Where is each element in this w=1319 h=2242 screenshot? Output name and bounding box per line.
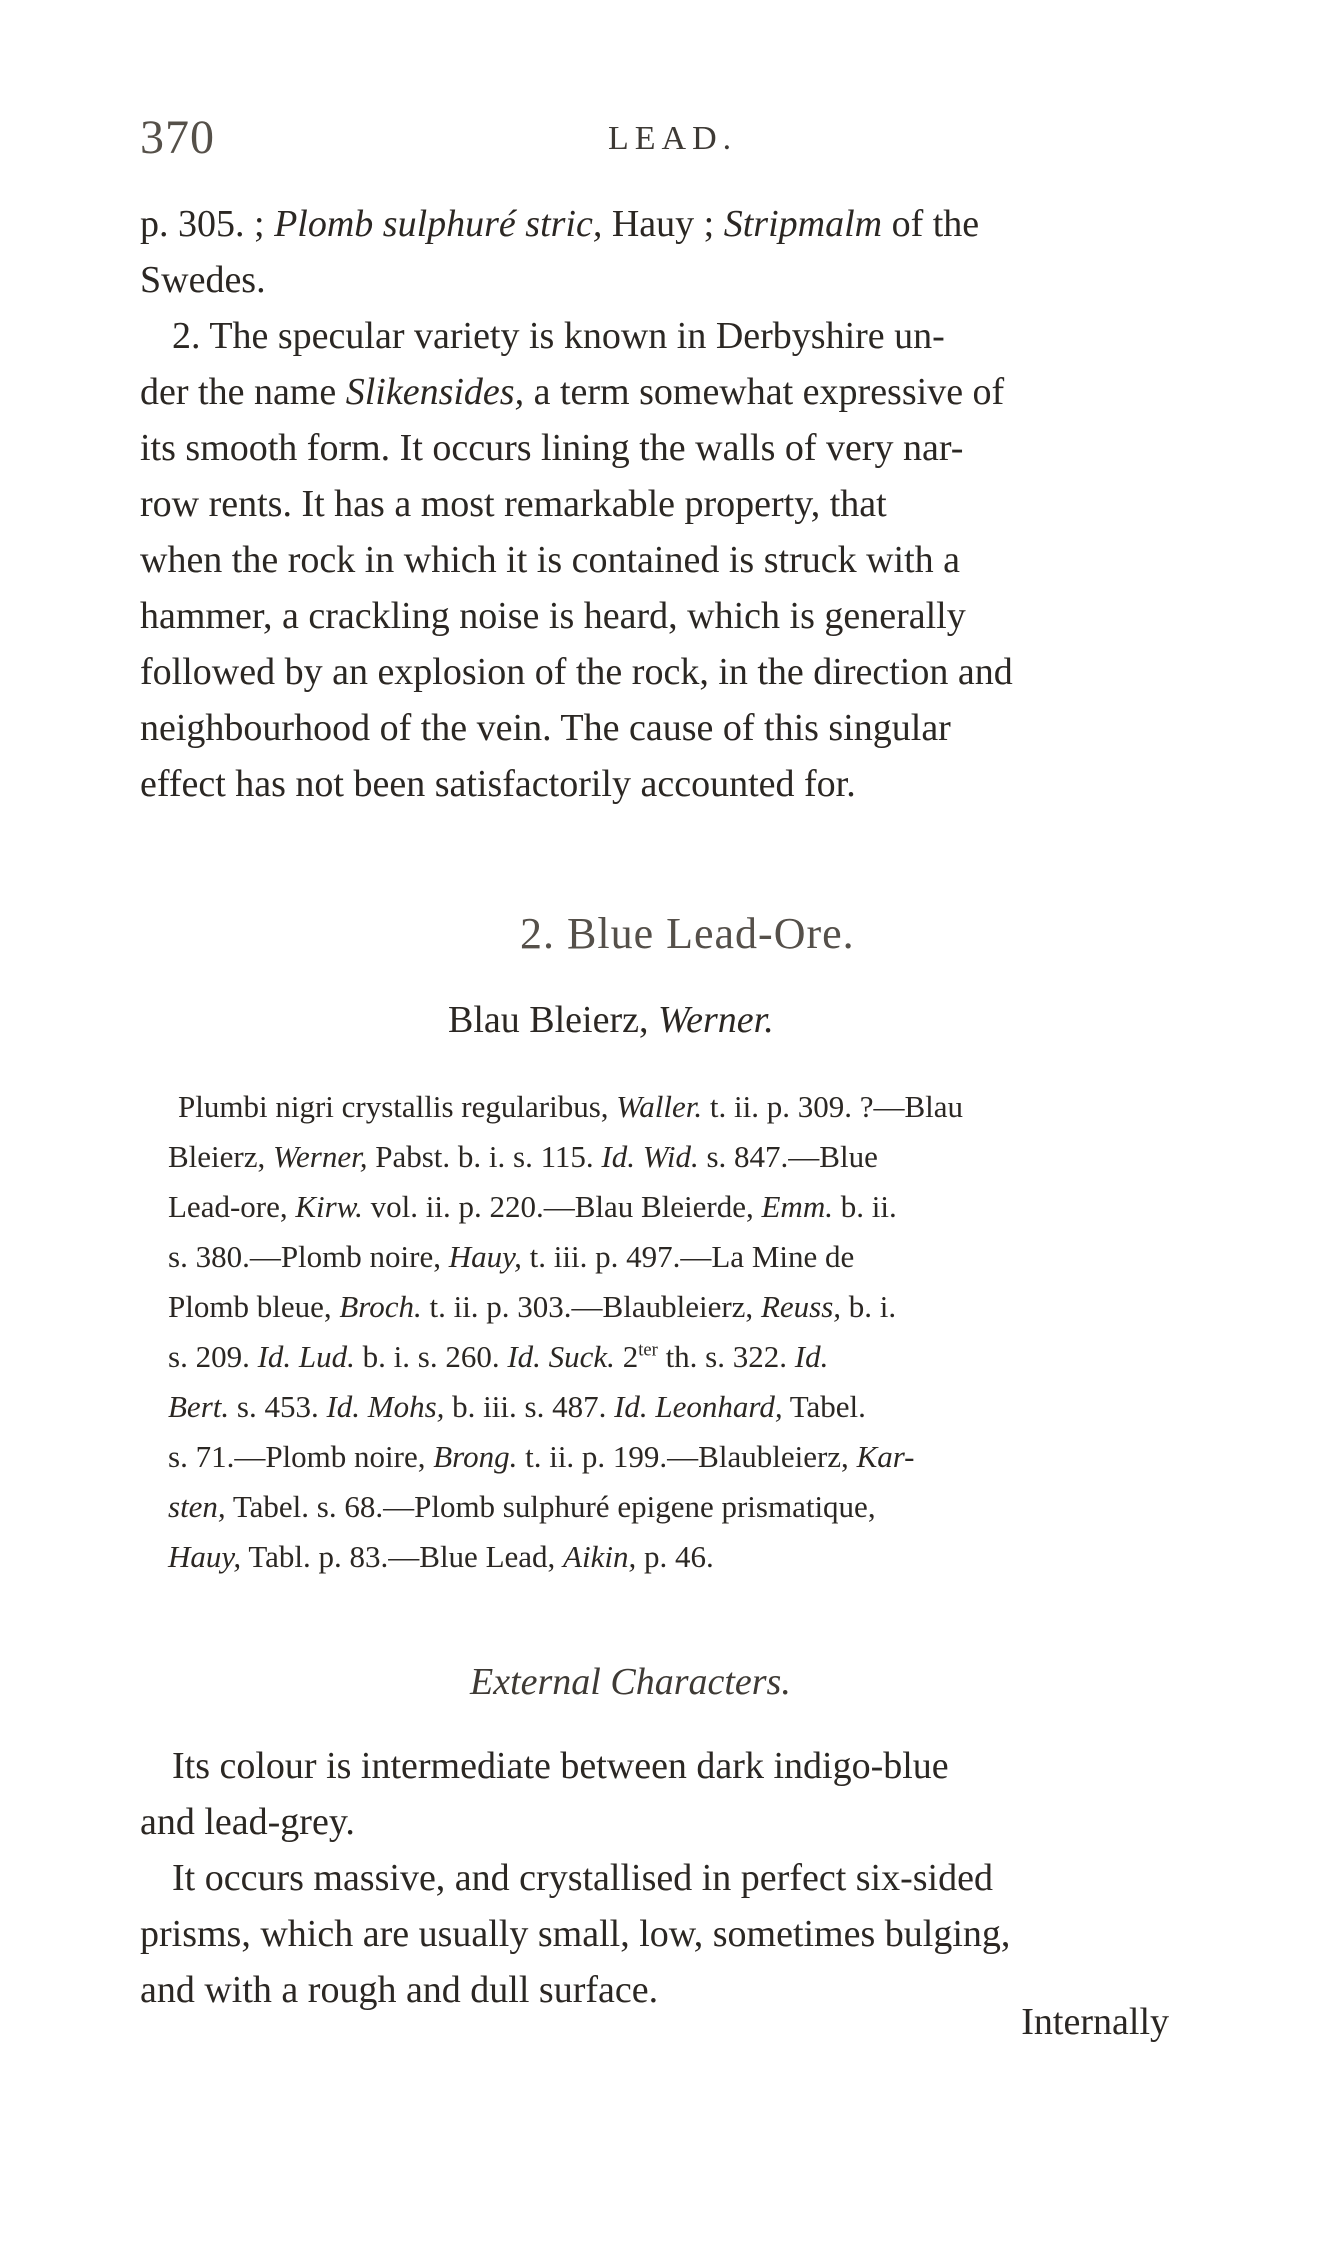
italic-run: Slikensides, (345, 371, 525, 413)
text-run: der the name (140, 371, 346, 413)
text-run: b. i. (841, 1289, 897, 1324)
italic-run: Kar- (856, 1439, 915, 1474)
text-line (140, 476, 887, 532)
text-run: s. 453. (229, 1389, 327, 1424)
synonymy-line (178, 1082, 963, 1132)
synonymy-line (168, 1432, 915, 1482)
text-run: neighbourhood of the vein. The cause of this singular (140, 707, 951, 749)
italic-run: Waller. (616, 1089, 703, 1124)
text-run: of the (882, 203, 980, 245)
text-line (140, 252, 266, 308)
text-run: Its colour is intermediate between dark indigo-blue (172, 1745, 949, 1787)
text-line (140, 756, 856, 812)
section-title: 2. Blue Lead-Ore. (520, 909, 855, 958)
synonymy-line (168, 1282, 896, 1332)
italic-run: Stripmalm (723, 203, 883, 245)
italic-run: Bert. (168, 1389, 230, 1424)
synonymy-line (168, 1232, 854, 1282)
synonymy-line (168, 1482, 876, 1532)
italic-run: Id. Leonhard, (614, 1389, 783, 1424)
text-run: p. 46. (636, 1539, 714, 1574)
catchword: Internally (1021, 2001, 1169, 2043)
italic-run: Kirw. (295, 1189, 363, 1224)
text-run: t. ii. p. 303.—Blaubleierz, (421, 1289, 761, 1324)
synonymy-line (168, 1382, 866, 1432)
text-line (172, 1738, 949, 1794)
text-run: and lead-grey. (140, 1801, 355, 1843)
text-run: hammer, a crackling noise is heard, which is generally (140, 595, 966, 637)
text-run: It occurs massive, and crystallised in perfect six-sided (172, 1857, 993, 1899)
text-run: th. s. 322. (657, 1339, 795, 1374)
text-run: and with a rough and dull surface. (140, 1969, 659, 2011)
text-run: s. 847.—Blue (698, 1139, 878, 1174)
text-run: b. iii. s. 487. (444, 1389, 615, 1424)
italic-run: Brong. (433, 1439, 518, 1474)
italic-run: Id. (794, 1339, 829, 1374)
text-run: when the rock in which it is contained is struck with a (140, 539, 960, 581)
italic-run: Emm. (761, 1189, 833, 1224)
text-run: row rents. It has a most remarkable property, that (140, 483, 887, 525)
italic-run: Id. Lud. (257, 1339, 355, 1374)
text-run: 2. The specular variety is known in Derbyshire un- (172, 315, 945, 357)
italic-run: sten, (168, 1489, 226, 1524)
text-run: Swedes. (140, 259, 266, 301)
italic-run: Werner, (273, 1139, 368, 1174)
text-line (172, 308, 945, 364)
text-run: t. iii. p. 497.—La Mine de (521, 1239, 855, 1274)
text-run: p. 305. ; (140, 203, 275, 245)
text-run: b. ii. (832, 1189, 897, 1224)
synonym-heading (448, 998, 774, 1042)
italic-run: Broch. (339, 1289, 422, 1324)
text-line (140, 1794, 355, 1850)
italic-run: Id. Mohs, (326, 1389, 445, 1424)
text-line (140, 700, 951, 756)
superscript-run: ter (638, 1339, 658, 1361)
text-run: s. 71.—Plomb noire, (168, 1439, 434, 1474)
text-run: Tabel. s. 68.—Plomb sulphuré epigene prismatique, (225, 1489, 876, 1524)
text-run: Plomb bleue, (168, 1289, 340, 1324)
text-line (140, 420, 963, 476)
italic-run: Id. Suck. (507, 1339, 615, 1374)
text-run: Lead-ore, (168, 1189, 296, 1224)
text-line (140, 1906, 1010, 1962)
text-run: t. ii. p. 199.—Blaubleierz, (517, 1439, 857, 1474)
text-run: a term somewhat expressive of (524, 371, 1005, 413)
synonymy-line (168, 1532, 714, 1582)
text-run: t. ii. p. 309. ?—Blau (702, 1089, 964, 1124)
text-run: Hauy ; (602, 203, 724, 245)
synonymy-line (168, 1182, 897, 1232)
text-run: followed by an explosion of the rock, in the direction and (140, 651, 1013, 693)
synonymy-line (168, 1132, 878, 1182)
external-characters-heading: External Characters. (470, 1661, 791, 1703)
text-run: effect has not been satisfactorily accounted for. (140, 763, 856, 805)
text-run: s. 209. (168, 1339, 258, 1374)
text-run: 2 (614, 1339, 639, 1374)
synonym-name: Blau Bleierz, (448, 999, 658, 1041)
text-run: vol. ii. p. 220.—Blau Bleierde, (362, 1189, 762, 1224)
text-run: Tabl. p. 83.—Blue Lead, (241, 1539, 564, 1574)
running-head: LEAD. (608, 120, 738, 157)
synonym-author: Werner. (657, 999, 774, 1041)
text-run: prisms, which are usually small, low, sometimes bulging, (140, 1913, 1011, 1955)
page-number: 370 (140, 111, 215, 164)
text-run: Pabst. b. i. s. 115. (367, 1139, 602, 1174)
text-line (140, 1962, 658, 2018)
text-line (140, 364, 1004, 420)
text-line (172, 1850, 993, 1906)
italic-run: Plomb sulphuré stric, (274, 203, 603, 245)
text-line (140, 588, 966, 644)
text-run: Tabel. (782, 1389, 866, 1424)
synonymy-line (168, 1332, 828, 1382)
italic-run: Hauy, (448, 1239, 522, 1274)
text-run: b. i. s. 260. (354, 1339, 508, 1374)
italic-run: Id. Wid. (601, 1139, 699, 1174)
italic-run: Hauy, (168, 1539, 242, 1574)
text-run: Plumbi nigri crystallis regularibus, (178, 1089, 617, 1124)
text-line (140, 532, 960, 588)
text-run: Bleierz, (168, 1139, 274, 1174)
italic-run: Aikin, (563, 1539, 637, 1574)
italic-run: Reuss, (760, 1289, 842, 1324)
text-line (140, 644, 1013, 700)
text-line (140, 196, 979, 252)
text-run: its smooth form. It occurs lining the walls of very nar- (140, 427, 964, 469)
text-run: s. 380.—Plomb noire, (168, 1239, 449, 1274)
